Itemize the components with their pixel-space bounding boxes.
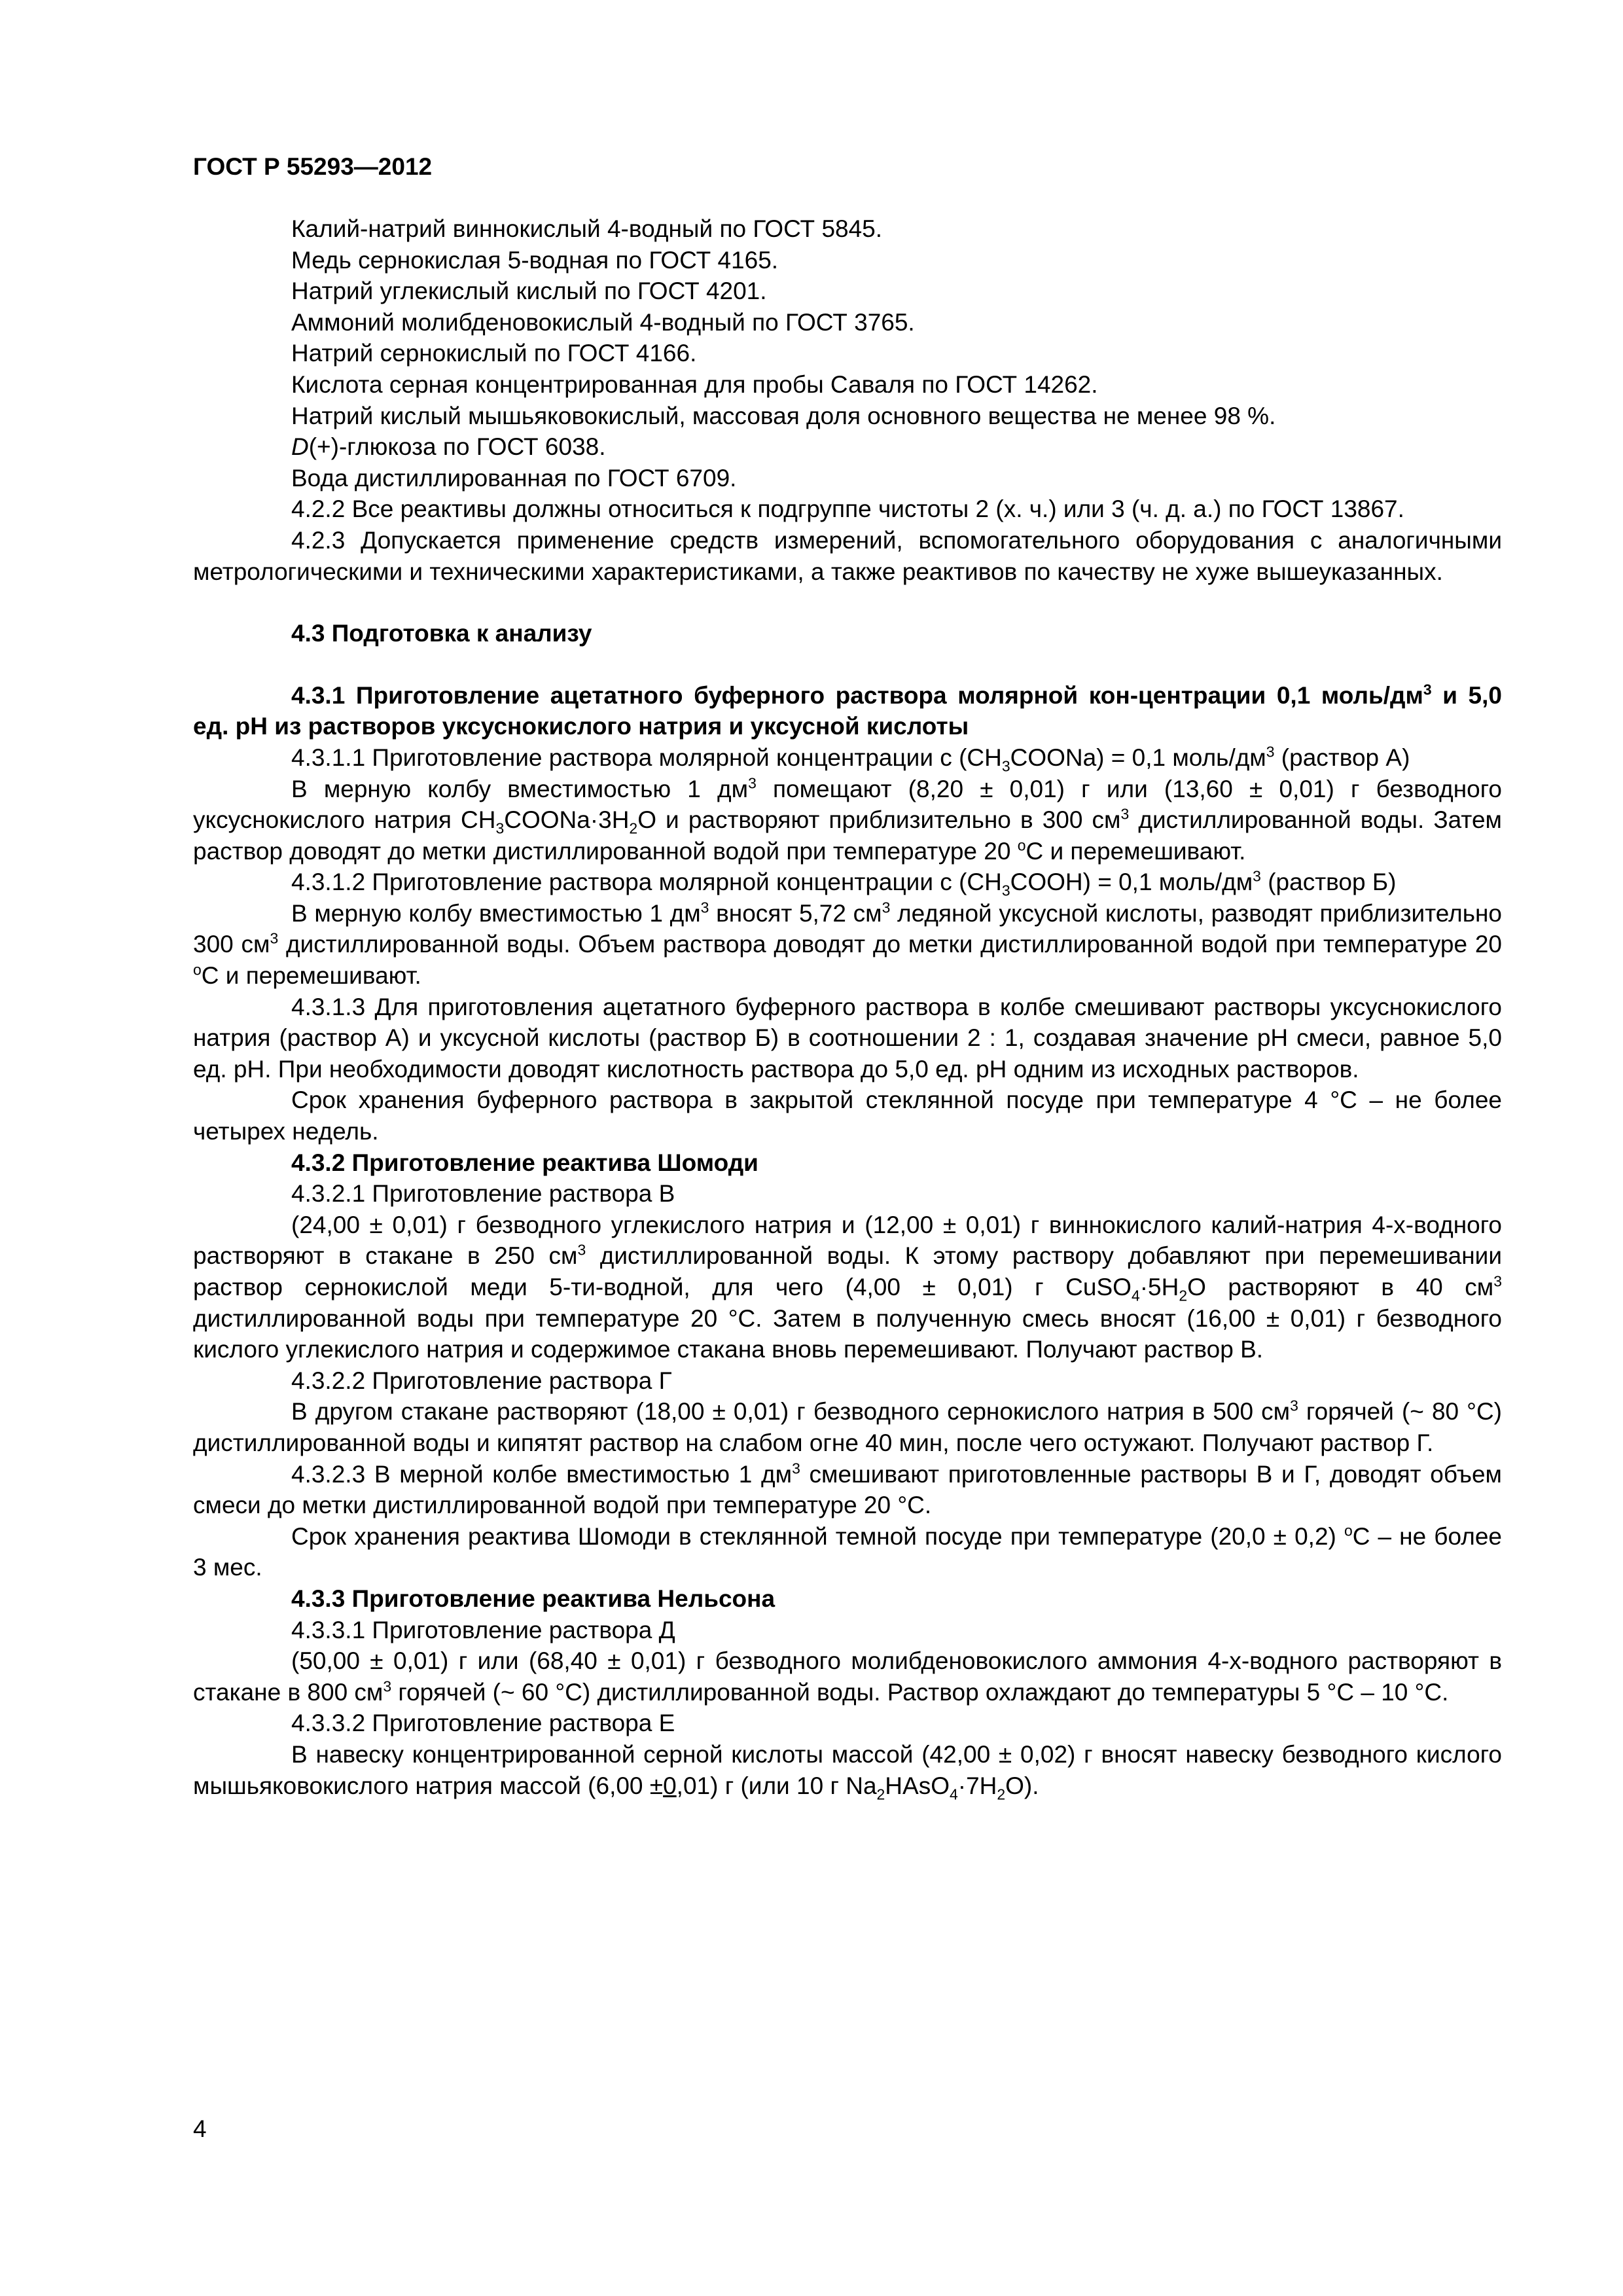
subsection-heading-4-3-1: 4.3.1 Приготовление ацетатного буферного раствора молярной кон-центрации 0,1 моль/$дм^3$ и 5,0 ед. рН из растворов уксуснокислого натрия и уксусной кислоты [193,681,1502,740]
document-header: ГОСТ Р 55293—2012 [193,153,433,180]
paragraph-4-3-1-2: 4.3.1.2 Приготовление раствора молярной концентрации с $(CH_3COOH) = 0,1$ моль/$дм^3$ (раствор Б) [291,867,1397,899]
page-number: 4 [193,2115,207,2142]
subsection-heading-4-3-3: 4.3.3 Приготовление реактива Нельсона [291,1585,776,1612]
paragraph-somogyi-storage: Срок хранения реактива Шомоди в стеклянной темной посуде при температуре (20,0 ± 0,2) $^о$С – не более 3 мес. [193,1522,1502,1581]
paragraph-solution-v-prep: (24,00 ± 0,01) г безводного углекислого натрия и (12,00 ± 0,01) г виннокислого калий-натрия 4-х-водного растворяют в стакане в 250 $см^3$ дистиллированной воды. К этому раствору добавляют при перемешивании раствор сернокислой меди 5-ти-водной, для чего (4,00 ± 0,01) г $CuSO_4\cdot 5H_2O$ растворяют в 40 $см^3$ дистиллированной воды при температуре 20 °С. Затем в полученную смесь вносят (16,00 ± 0,01) г безводного кислого углекислого натрия и содержимое стакана вновь перемешивают. Получают раствор В. [193,1211,1502,1363]
paragraph-solution-a-prep: В мерную колбу вместимостью 1 $дм^3$ помещают (8,20 ± 0,01) г или (13,60 ± 0,01) г безводного уксуснокислого натрия $CH_3COONa\cdot 3H_2O$ и растворяют приблизительно в 300 $см^3$ дистиллированной воды. Затем раствор доводят до метки дистиллированной водой при температуре 20 $^о$С и перемешивают. [193,774,1502,865]
reagent-item: Кислота серная концентрированная для пробы Саваля по ГОСТ 14262. [291,370,1098,398]
paragraph-4-2-3: 4.2.3 Допускается применение средств измерений, вспомогательного оборудования с аналогичными метрологическими и техническими характеристиками, а также реактивов по качеству не хуже вышеуказанных. [193,526,1502,585]
paragraph-solution-e-prep: В навеску концентрированной серной кислоты массой (42,00 ± 0,02) г вносят навеску безводного кислого мышьяковокислого натрия массой (6,00 ±0,01) г (или 10 г $Na_2HAsO_4\cdot 7H_2O$). [193,1740,1502,1803]
paragraph-4-3-1-3: 4.3.1.3 Для приготовления ацетатного буферного раствора в колбе смешивают растворы уксуснокислого натрия (раствор А) и уксусной кислоты (раствор Б) в соотношении 2 : 1, создавая значение рН смеси, равное 5,0 ед. рН. При необходимости доводят кислотность раствора до 5,0 ед. рН одним из исходных растворов. [193,993,1502,1083]
paragraph-4-3-2-2: 4.3.2.2 Приготовление раствора Г [291,1367,672,1394]
reagent-item: Натрий кислый мышьяковокислый, массовая доля основного вещества не менее 98 %. [291,402,1276,429]
paragraph-buffer-storage: Срок хранения буферного раствора в закрытой стеклянной посуде при температуре 4 °С – не более четырех недель. [193,1086,1502,1145]
reagent-item: Калий-натрий виннокислый 4-водный по ГОСТ 5845. [291,215,883,242]
document-body [193,213,1502,1801]
paragraph-4-3-3-2: 4.3.3.2 Приготовление раствора Е [291,1710,675,1737]
paragraph-4-3-1-1: 4.3.1.1 Приготовление раствора молярной концентрации с $(CH_3COONa) = 0,1$ моль/$дм^3$ (раствор А) [291,743,1410,775]
reagent-list [193,213,1502,493]
paragraph-solution-d-prep: (50,00 ± 0,01) г или (68,40 ± 0,01) г безводного молибденовокислого аммония 4-х-водного растворяют в стакане в 800 $см^3$ горячей (~ 60 °С) дистиллированной воды. Раствор охлаждают до температуры 5 °С – 10 °С. [193,1647,1502,1706]
reagent-item: Медь сернокислая 5-водная по ГОСТ 4165. [291,246,779,274]
reagent-item: Натрий углекислый кислый по ГОСТ 4201. [291,278,767,305]
paragraph-4-2-2: 4.2.2 Все реактивы должны относиться к подгруппе чистоты 2 (х. ч.) или 3 (ч. д. а.) по ГОСТ 13867. [291,495,1404,523]
paragraph-solution-b-prep: В мерную колбу вместимостью 1 $дм^3$ вносят 5,72 $см^3$ ледяной уксусной кислоты, разводят приблизительно 300 $см^3$ дистиллированной воды. Объем раствора доводят до метки дистиллированной водой при температуре 20 $^о$С и перемешивают. [193,899,1502,990]
section-heading-4-3: 4.3 Подготовка к анализу [291,620,592,647]
paragraph-solution-g-prep: В другом стакане растворяют (18,00 ± 0,01) г безводного сернокислого натрия в 500 $см^3$ горячей (~ 80 °С) дистиллированной воды и кипятят раствор на слабом огне 40 мин, после чего остужают. Получают раствор Г. [193,1397,1503,1456]
reagent-item: Натрий сернокислый по ГОСТ 4166. [291,340,697,367]
reagent-item: Аммоний молибденовокислый 4-водный по ГОСТ 3765. [291,308,915,336]
reagent-item: Вода дистиллированная по ГОСТ 6709. [291,464,737,492]
paragraph-4-3-2-1: 4.3.2.1 Приготовление раствора В [291,1180,675,1208]
reagent-item-glucose: D(+)-глюкоза по ГОСТ 6038. [291,433,606,461]
paragraph-4-3-3-1: 4.3.3.1 Приготовление раствора Д [291,1616,675,1643]
subsection-heading-4-3-2: 4.3.2 Приготовление реактива Шомоди [291,1149,758,1176]
paragraph-4-3-2-3: 4.3.2.3 В мерной колбе вместимостью 1 $дм^3$ смешивают приготовленные растворы В и Г, доводят объем смеси до метки дистиллированной водой при температуре 20 °С. [193,1460,1502,1519]
